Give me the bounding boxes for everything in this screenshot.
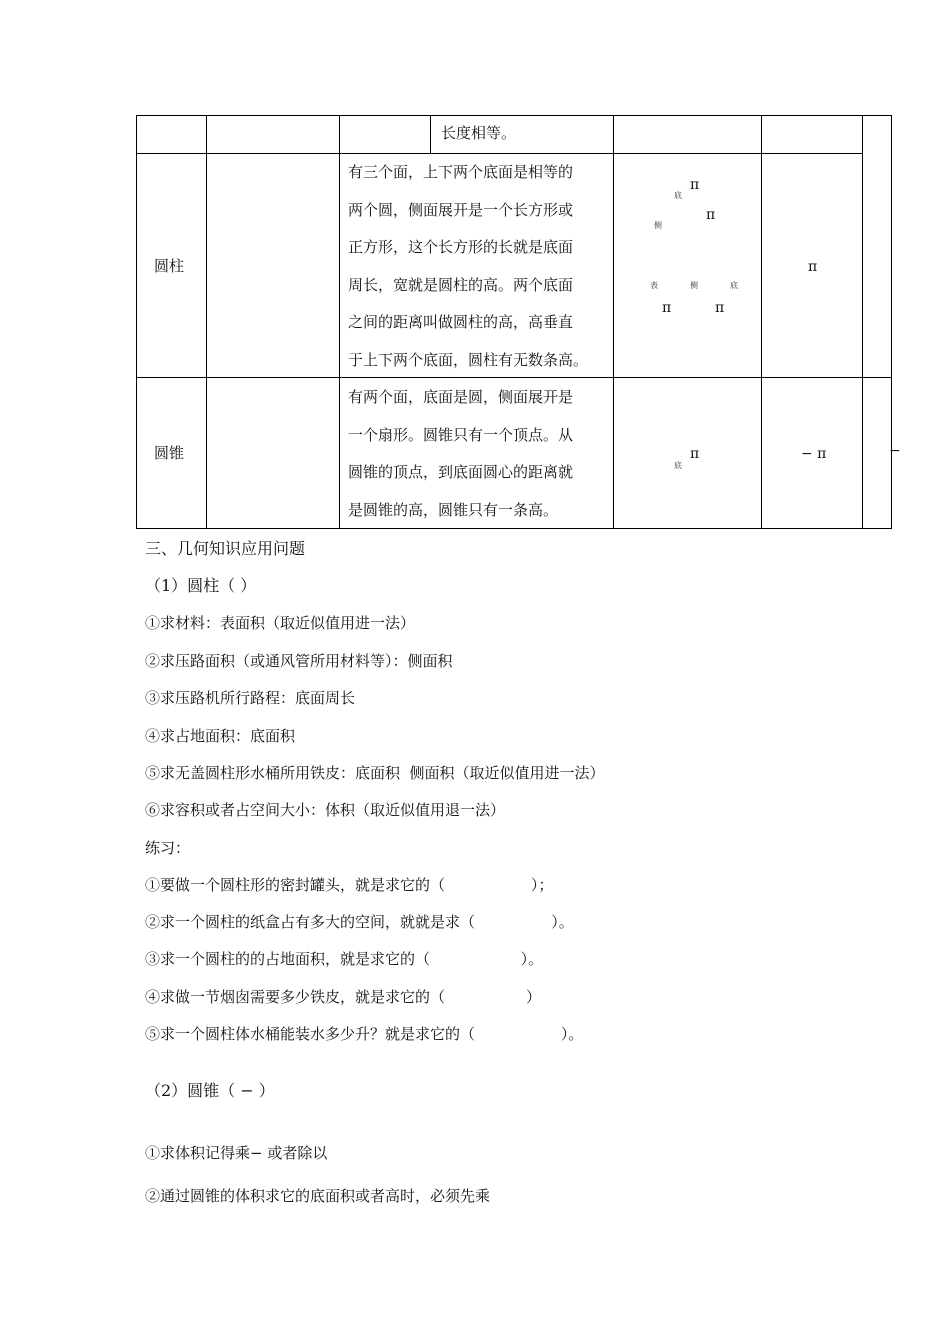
practice-item: ④求做一节烟囱需要多少铁皮，就是求它的（ ） bbox=[145, 988, 542, 1006]
cylinder-property-line: 之间的距离叫做圆柱的高，高垂直 bbox=[348, 313, 574, 331]
cone-property-line: 一个扇形。圆锥只有一个顶点。从 bbox=[348, 425, 574, 444]
cylinder-property-line: 两个圆，侧面展开是一个长方形或 bbox=[348, 200, 574, 219]
cylinder-property-line: 正方形，这个长方形的长就是底面 bbox=[348, 238, 574, 256]
list-item: ②求压路面积（或通风管所用材料等）：侧面积 bbox=[145, 652, 453, 670]
table-col-divider-1 bbox=[206, 115, 207, 529]
practice-label: 练习： bbox=[145, 839, 191, 857]
cone-volume: − π bbox=[801, 446, 827, 462]
cylinder-pi-4: π bbox=[715, 300, 725, 316]
cylinder-pi-3: π bbox=[662, 300, 672, 316]
cylinder-sub-base2: 底 bbox=[730, 281, 738, 290]
cone-property-line: 是圆锥的高，圆锥只有一条高。 bbox=[348, 500, 559, 519]
cylinder-property-line: 于上下两个底面，圆柱有无数条高。 bbox=[348, 350, 589, 369]
row0-property-tail: 长度相等。 bbox=[441, 124, 517, 142]
cylinder-volume-pi: π bbox=[808, 259, 818, 275]
cylinder-name: 圆柱 bbox=[154, 257, 185, 275]
cone-property-line: 圆锥的顶点，到底面圆心的距离就 bbox=[348, 463, 574, 481]
table-col-divider-2 bbox=[339, 115, 340, 529]
cone-sub-base: 底 bbox=[674, 461, 682, 470]
table-border-left bbox=[136, 115, 137, 529]
cylinder-sub-table: 表 bbox=[650, 281, 658, 290]
table-col-divider-3 bbox=[613, 115, 614, 529]
cone-pi: π bbox=[690, 446, 700, 462]
table-col-divider-5 bbox=[862, 115, 863, 529]
cylinder-heading: （1）圆柱（ ） bbox=[145, 576, 257, 595]
list-item: ⑥求容积或者占空间大小：体积（取近似值用退一法） bbox=[145, 801, 506, 819]
list-item: ③求压路机所行路程：底面周长 bbox=[145, 689, 356, 707]
list-item: ①求体积记得乘− 或者除以 bbox=[145, 1144, 328, 1162]
practice-item: ⑤求一个圆柱体水桶能装水多少升？就是求它的（ ）。 bbox=[145, 1025, 584, 1043]
cone-property-line: 有两个面，底面是圆，侧面展开是 bbox=[348, 388, 574, 406]
cylinder-sub-side: 侧 bbox=[654, 221, 662, 230]
table-col-divider-4 bbox=[761, 115, 762, 529]
practice-item: ①要做一个圆柱形的密封罐头，就是求它的（ ）； bbox=[145, 876, 554, 894]
list-item: ⑤求无盖圆柱形水桶所用铁皮：底面积 侧面积（取近似值用进一法） bbox=[145, 764, 605, 782]
table-border-right bbox=[891, 115, 892, 529]
cone-last: − bbox=[889, 443, 901, 459]
cone-name: 圆锥 bbox=[154, 444, 185, 462]
table-border-top-right bbox=[863, 115, 892, 116]
cylinder-property-line: 周长，宽就是圆柱的高。两个底面 bbox=[348, 275, 574, 294]
section-title: 三、几何知识应用问题 bbox=[145, 539, 306, 558]
cylinder-pi-1: π bbox=[690, 177, 700, 193]
cone-heading: （2）圆锥（ − ） bbox=[145, 1081, 275, 1100]
practice-item: ③求一个圆柱的的占地面积，就是求它的（ ）。 bbox=[145, 950, 544, 968]
cylinder-sub-base: 底 bbox=[674, 191, 682, 200]
list-item: ②通过圆锥的体积求它的底面积或者高时，必须先乘 bbox=[145, 1187, 491, 1205]
cylinder-sub-side2: 侧 bbox=[690, 281, 698, 290]
list-item: ④求占地面积：底面积 bbox=[145, 727, 296, 745]
cylinder-pi-2: π bbox=[706, 207, 716, 223]
table-col-divider-sub bbox=[430, 115, 431, 153]
list-item: ①求材料：表面积（取近似值用进一法） bbox=[145, 614, 416, 632]
practice-item: ②求一个圆柱的纸盒占有多大的空间，就就是求（ ）。 bbox=[145, 913, 574, 931]
cylinder-property-line: 有三个面，上下两个底面是相等的 bbox=[348, 163, 574, 181]
